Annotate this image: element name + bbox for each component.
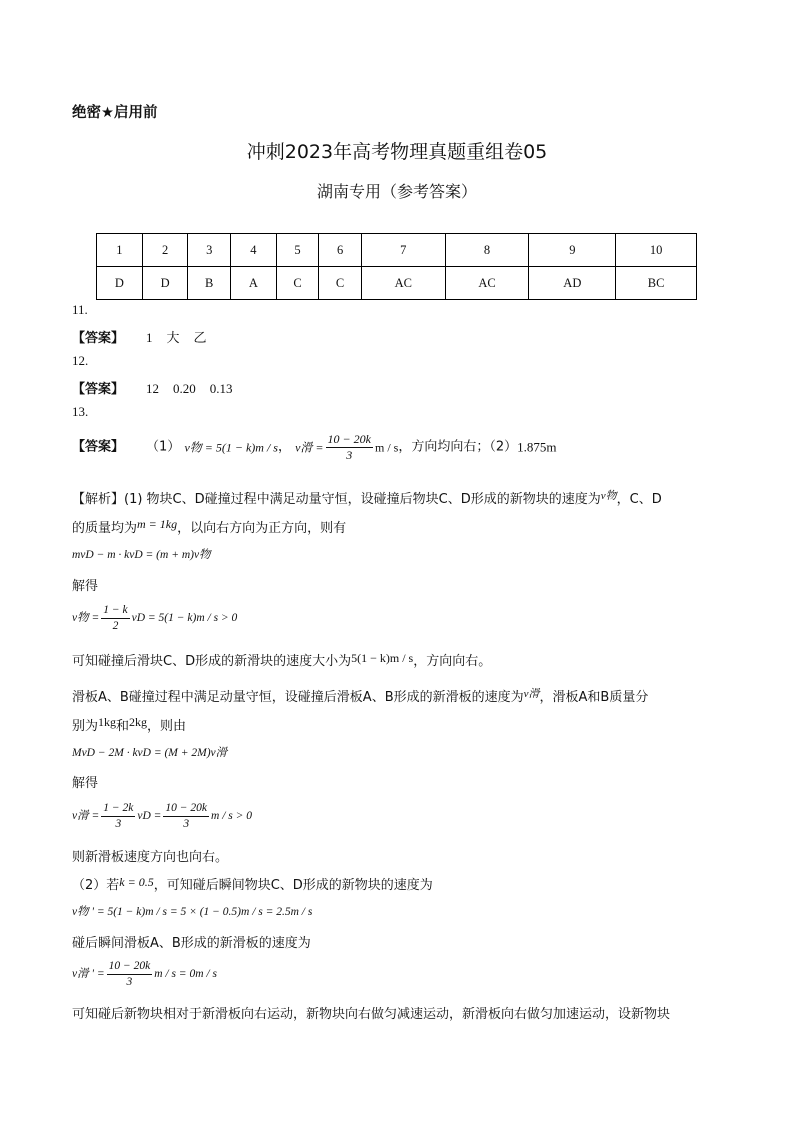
question-number-cell: 8 bbox=[445, 234, 529, 267]
q13-number: 13. bbox=[72, 404, 89, 419]
q13-v-board-lhs: v滑 = bbox=[295, 440, 324, 455]
equation-v-block-after: v物 ' = 5(1 − k)m / s = 5 × (1 − 0.5)m / s = 2.5m / s bbox=[72, 906, 313, 918]
eq-lhs: v滑 = bbox=[72, 810, 100, 823]
fraction bbox=[163, 801, 209, 832]
analysis-text: ，则由 bbox=[147, 719, 187, 734]
q12-answer-1: 12 bbox=[146, 381, 160, 396]
jiede-label-1: 解得 bbox=[72, 579, 99, 594]
q13-part1: （1） bbox=[146, 439, 181, 455]
answer-cell: D bbox=[97, 267, 143, 300]
analysis-text: 的质量均为 bbox=[72, 521, 138, 536]
eq-lhs: v滑 ' = bbox=[72, 968, 105, 981]
analysis-line-6: 则新滑板速度方向也向右。 bbox=[72, 850, 229, 865]
analysis-var: m = 1kg bbox=[137, 517, 178, 531]
answer-cell: BC bbox=[616, 267, 697, 300]
fraction-numerator: 1 − k bbox=[101, 603, 129, 619]
analysis-var: 2kg bbox=[129, 715, 148, 729]
fraction-denominator: 3 bbox=[346, 448, 353, 462]
analysis-line-4 bbox=[72, 685, 648, 705]
equation-momentum-board: MvD − 2M · kvD = (M + 2M)v滑 bbox=[72, 747, 228, 759]
answer-cell: AC bbox=[445, 267, 529, 300]
analysis-line-9: 可知碰后新物块相对于新滑板向右运动，新物块向右做匀减速运动，新滑板向右做匀加速运动，设新物块 bbox=[72, 1007, 671, 1022]
question-number-cell: 10 bbox=[616, 234, 697, 267]
q11-answer bbox=[72, 327, 207, 346]
question-number-cell: 4 bbox=[231, 234, 277, 267]
answer-row bbox=[97, 267, 697, 300]
fraction-numerator: 10 − 20k bbox=[327, 432, 371, 446]
q11-answer-3: 乙 bbox=[193, 331, 207, 346]
fraction bbox=[101, 801, 135, 832]
eq-rhs: vD = 5(1 − k)m / s > 0 bbox=[131, 612, 238, 625]
analysis-text: ，C、D bbox=[616, 492, 662, 507]
analysis-text: ，滑板A和B质量分 bbox=[539, 690, 649, 705]
page-subtitle: 湖南专用（参考答案） bbox=[316, 182, 477, 201]
analysis-var: v物 bbox=[600, 490, 617, 502]
eq-rhs: m / s > 0 bbox=[211, 810, 253, 823]
analysis-line-8: 碰后瞬间滑板A、B形成的新滑板的速度为 bbox=[72, 936, 311, 951]
answer-cell: B bbox=[188, 267, 231, 300]
answer-cell: C bbox=[319, 267, 362, 300]
question-number-cell: 7 bbox=[361, 234, 445, 267]
analysis-text: 滑板A、B碰撞过程中满足动量守恒，设碰撞后滑板A、B形成的新滑板的速度为 bbox=[72, 690, 524, 705]
question-number-cell: 5 bbox=[276, 234, 319, 267]
fraction-denominator: 3 bbox=[126, 976, 133, 988]
analysis-text: 和 bbox=[116, 719, 130, 734]
analysis-line-2 bbox=[72, 517, 346, 536]
answer-label: 【答案】 bbox=[72, 439, 125, 455]
page-title: 冲刺2023年高考物理真题重组卷05 bbox=[246, 141, 548, 163]
analysis-var: v滑 bbox=[523, 688, 540, 700]
analysis-var: k = 0.5 bbox=[119, 875, 154, 889]
answer-table bbox=[96, 233, 697, 300]
q11-answer-2: 大 bbox=[166, 331, 180, 346]
analysis-var: 5(1 − k)m / s bbox=[351, 651, 414, 665]
equation-v-board bbox=[72, 801, 252, 832]
analysis-text: ，可知碰后瞬间物块C、D形成的新物块的速度为 bbox=[153, 878, 433, 893]
q13-distance: 1.875m bbox=[517, 439, 557, 455]
q12-answer-3: 0.13 bbox=[209, 381, 233, 396]
jiede-label-2: 解得 bbox=[72, 776, 99, 791]
analysis-line-7 bbox=[72, 874, 433, 893]
fraction-numerator: 1 − 2k bbox=[101, 801, 135, 817]
analysis-line-5 bbox=[72, 715, 186, 734]
answer-cell: A bbox=[231, 267, 277, 300]
question-number-cell: 2 bbox=[142, 234, 188, 267]
q12-answer-2: 0.20 bbox=[173, 381, 196, 396]
answer-cell: D bbox=[142, 267, 188, 300]
answer-label: 【答案】 bbox=[72, 331, 125, 346]
q12-answer bbox=[72, 378, 233, 397]
analysis-text: ，方向向右。 bbox=[413, 654, 492, 669]
q13-v-block: v物 = 5(1 − k)m / s bbox=[184, 440, 278, 455]
fraction-denominator: 3 bbox=[115, 818, 122, 830]
analysis-var: 1kg bbox=[98, 715, 117, 729]
answer-cell: C bbox=[276, 267, 319, 300]
q13-v-board-unit: m / s bbox=[374, 440, 399, 455]
answer-cell: AD bbox=[529, 267, 616, 300]
analysis-line-1 bbox=[72, 487, 662, 507]
eq-lhs: v物 = bbox=[72, 612, 100, 625]
fraction-numerator: 10 − 20k bbox=[107, 959, 153, 975]
q12-number: 12. bbox=[72, 353, 89, 368]
confidential-mark: 绝密★启用前 bbox=[72, 105, 158, 121]
question-number-cell: 9 bbox=[529, 234, 616, 267]
question-number-cell: 1 bbox=[97, 234, 143, 267]
q11-answer-1: 1 bbox=[146, 330, 153, 345]
analysis-text: ，以向右方向为正方向，则有 bbox=[177, 521, 347, 536]
answer-label: 【答案】 bbox=[72, 382, 125, 397]
analysis-text: 可知碰撞后滑块C、D形成的新滑块的速度大小为 bbox=[72, 654, 352, 669]
answer-cell: AC bbox=[361, 267, 445, 300]
q13-comma: ， bbox=[277, 439, 291, 455]
fraction-denominator: 2 bbox=[112, 620, 119, 632]
fraction bbox=[101, 603, 129, 634]
q13-answer bbox=[72, 432, 556, 463]
q13-v-board-fraction bbox=[326, 432, 373, 463]
equation-v-block bbox=[72, 603, 237, 634]
equation-v-board-after bbox=[72, 959, 217, 990]
fraction-numerator: 10 − 20k bbox=[163, 801, 209, 817]
question-number-cell: 3 bbox=[188, 234, 231, 267]
fraction bbox=[107, 959, 153, 990]
analysis-text: （2）若 bbox=[72, 878, 120, 893]
question-number-row bbox=[97, 234, 697, 267]
eq-rhs: m / s = 0m / s bbox=[154, 968, 217, 981]
equation-momentum-block: mvD − m · kvD = (m + m)v物 bbox=[72, 549, 211, 561]
eq-mid: vD = bbox=[137, 810, 162, 823]
analysis-text: 【解析】(1) 物块C、D碰撞过程中满足动量守恒，设碰撞后物块C、D形成的新物块的速度为 bbox=[72, 492, 601, 507]
analysis-text: 别为 bbox=[72, 719, 99, 734]
question-number-cell: 6 bbox=[319, 234, 362, 267]
fraction-denominator: 3 bbox=[183, 818, 190, 830]
q13-direction: ，方向均向右；（2） bbox=[398, 439, 518, 455]
analysis-line-3 bbox=[72, 650, 491, 669]
q11-number: 11. bbox=[72, 302, 88, 317]
